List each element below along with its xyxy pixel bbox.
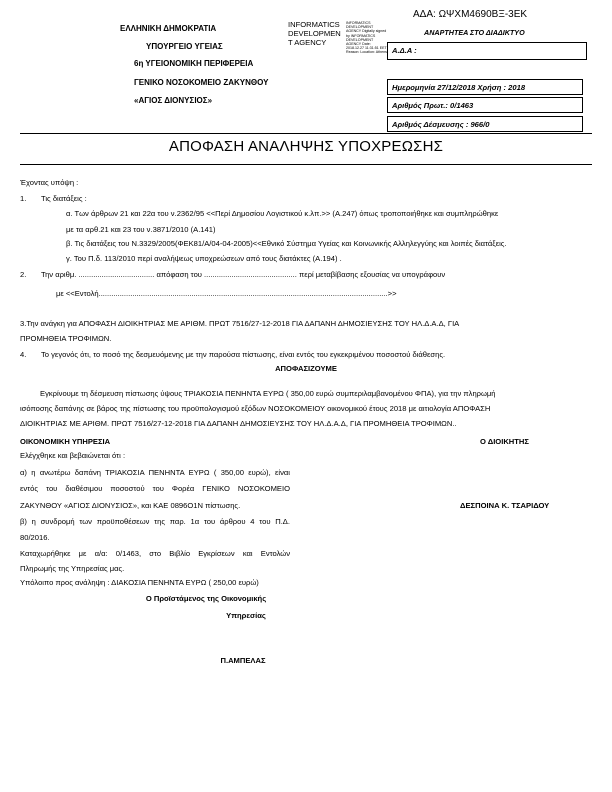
approval-line-1: Εγκρίνουμε τη δέσμευση πίστωσης ύψους ΤΡΙΑΚΟΣΙΑ ΠΕΝΗΝΤΑ ΕΥΡΩ ( 350,00 ευρώ συμπεριλαμβανομένου ΦΠΑ), για την πληρωμή — [40, 389, 496, 398]
finance-c-line-1: Καταχωρήθηκε με α/α: 0/1463, στο Βιβλίο Εγκρίσεων και Εντολών — [20, 549, 290, 558]
header-region: 6η ΥΓΕΙΟΝΟΜΙΚΗ ΠΕΡΙΦΕΡΕΙΑ — [134, 59, 254, 68]
finance-signer: Π.ΑΜΠΕΛΑΣ — [220, 656, 266, 665]
item-2-text: Την αριθμ. .................................... απόφαση του ............................................ περί μεταβίβασης εξουσίας να υπογράφουν — [41, 270, 446, 279]
item-1-number: 1. — [20, 194, 27, 203]
director-name: ΔΕΣΠΟΙΝΑ Κ. ΤΣΑΡΙΔΟΥ — [460, 501, 550, 510]
finance-checked: Ελέγχθηκε και βεβαιώνεται ότι : — [20, 451, 126, 460]
header-ministry: ΥΠΟΥΡΓΕΙΟ ΥΓΕΙΑΣ — [146, 42, 223, 51]
approval-line-2: ισόποσης δαπάνης σε βάρος της πίστωσης του προϋπολογισμού εξόδων ΝΟΣΟΚΟΜΕΙΟΥ οικονομικού έτους 2018 με αιτιολογία ΑΠΟΦΑΣΗ — [20, 404, 491, 413]
logo-line-2: DEVELOPMEN — [288, 29, 341, 38]
item-4-number: 4. — [20, 350, 27, 359]
item-1a-line-2: με τα αρθ.21 και 23 του ν.3871/2010 (Α.141) — [66, 225, 216, 234]
finance-a-line-3: ΖΑΚΥΝΘΟΥ «ΑΓΙΟΣ ΔΙΟΝΥΣΙΟΣ», και ΚΑΕ 0896Ο1Ν πίστωσης. — [20, 501, 241, 510]
item-1a-line-1: α. Των άρθρων 21 και 22α του ν.2362/95 <<Περί Δημοσίου Λογιστικού κ.λπ.>> (Α.247) όπως τροποποιήθηκε και συμπληρώθηκε — [66, 209, 499, 218]
item-2-number: 2. — [20, 270, 27, 279]
finance-head-title-2: Υπηρεσίας — [226, 611, 266, 620]
title-rule-top — [20, 133, 592, 134]
finance-heading: ΟΙΚΟΝΟΜΙΚΗ ΥΠΗΡΕΣΙΑ — [20, 437, 111, 446]
commitment-box: Αριθμός Δέσμευσης : 966/0 — [387, 116, 583, 132]
logo-line-3: T AGENCY — [288, 38, 327, 47]
item-3-text: 3.Την ανάγκη για ΑΠΟΦΑΣΗ ΔΙΟΙΚΗΤΡΙΑΣ ΜΕ ΑΡΙΘΜ. ΠΡΩΤ 7516/27-12-2018 ΓΙΑ ΔΑΠΑΝΗ ΔΗΜΟΣΙΕΥΣΗΣ ΤΟΥ ΗΛ.Δ.Α.Δ, ΓΙΑ — [20, 319, 460, 328]
title-rule-bottom — [20, 164, 592, 165]
finance-b-line-2: 80/2016. — [20, 533, 50, 542]
finance-remaining: Υπόλοιπο προς ανάληψη : ΔΙΑΚΟΣΙΑ ΠΕΝΗΝΤΑ ΕΥΡΩ ( 250,00 ευρώ) — [20, 578, 259, 587]
item-1-text: Τις διατάξεις : — [41, 194, 87, 203]
digital-signature-details: INFORMATICS DEVELOPMENT AGENCY Digitally signed by INFORMATICS DEVELOPMENT AGENCY Date: 2018.12.27 11:31:51 EET Reason: Location: Athens — [346, 21, 387, 55]
ada-box: Α.Δ.Α : — [387, 42, 587, 60]
page-title: ΑΠΟΦΑΣΗ ΑΝΑΛΗΨΗΣ ΥΠΟΧΡΕΩΣΗΣ — [168, 138, 444, 155]
header-hospital-name: «ΑΓΙΟΣ ΔΙΟΝΥΣΙΟΣ» — [134, 96, 213, 105]
ada-top: ΑΔΑ: ΩΨΧΜ4690ΒΞ-3ΕΚ — [413, 9, 528, 20]
decision-heading: ΑΠΟΦΑΣΙΖΟΥΜΕ — [275, 364, 337, 373]
item-2-continuation: με <<Εντολή.........................................................................................................................................>> — [56, 289, 397, 298]
post-online-label: ΑΝΑΡΤΗΤΕΑ ΣΤΟ ΔΙΑΔΙΚΤΥΟ — [424, 28, 525, 37]
finance-b-line-1: β) η συνδρομή των προϋποθέσεων της παρ. 1α του άρθρου 4 του Π.Δ. — [20, 517, 290, 526]
logo-line-1: INFORMATICS — [288, 20, 340, 29]
date-box: Ημερομηνία 27/12/2018 Χρήση : 2018 — [387, 79, 583, 95]
finance-c-line-2: Πληρωμής της Υπηρεσίας μας. — [20, 564, 125, 573]
finance-head-title-1: Ο Προϊστάμενος της Οικονομικής — [145, 594, 267, 603]
header-country: ΕΛΛΗΝΙΚΗ ΔΗΜΟΚΡΑΤΙΑ — [120, 24, 217, 33]
item-1c: γ. Του Π.δ. 113/2010 περί αναλήψεως υποχρεώσεων από τους διατάκτες (Α.194) . — [66, 254, 342, 263]
header-hospital: ΓΕΝΙΚΟ ΝΟΣΟΚΟΜΕΙΟ ΖΑΚΥΝΘΟΥ — [134, 78, 269, 87]
protocol-box: Αριθμός Πρωτ.: 0/1463 — [387, 97, 583, 113]
approval-line-3: ΔΙΟΙΚΗΤΡΙΑΣ ΜΕ ΑΡΙΘΜ. ΠΡΩΤ 7516/27-12-2018 ΓΙΑ ΔΑΠΑΝΗ ΔΗΜΟΣΙΕΥΣΗΣ ΤΟΥ ΗΛ.Δ.Α.Δ, ΓΙΑ ΠΡΟΜΗΘΕΙΑ ΤΡΟΦΙΜΩΝ.. — [20, 419, 457, 428]
item-4-text: Το γεγονός ότι, το ποσό της δεσμευόμενης με την παρούσα πίστωσης, είναι εντός του εγκεκριμένου ποσοστού διάθεσης. — [41, 350, 446, 359]
finance-a-line-2: εντός του διαθέσιμου ποσοστού του Φορέα ΓΕΝΙΚΟ ΝΟΣΟΚΟΜΕΙΟ — [20, 484, 290, 493]
finance-a-line-1: α) η ανωτέρω δαπάνη ΤΡΙΑΚΟΣΙΑ ΠΕΝΗΝΤΑ ΕΥΡΩ ( 350,00 ευρώ), είναι — [20, 468, 290, 477]
item-1b: β. Τις διατάξεις του Ν.3329/2005(ΦΕΚ81/Α/04-04-2005)<<Εθνικό Σύστημα Υγείας και Κοινωνικής Αλληλεγγύης και λοιπές διατάξεις. — [66, 239, 507, 248]
signature-logo — [288, 20, 341, 47]
having-in-mind: Έχοντας υπόψη : — [20, 178, 79, 187]
director-title: Ο ΔΙΟΙΚΗΤΗΣ — [480, 437, 529, 446]
item-3-continuation: ΠΡΟΜΗΘΕΙΑ ΤΡΟΦΙΜΩΝ. — [20, 334, 112, 343]
